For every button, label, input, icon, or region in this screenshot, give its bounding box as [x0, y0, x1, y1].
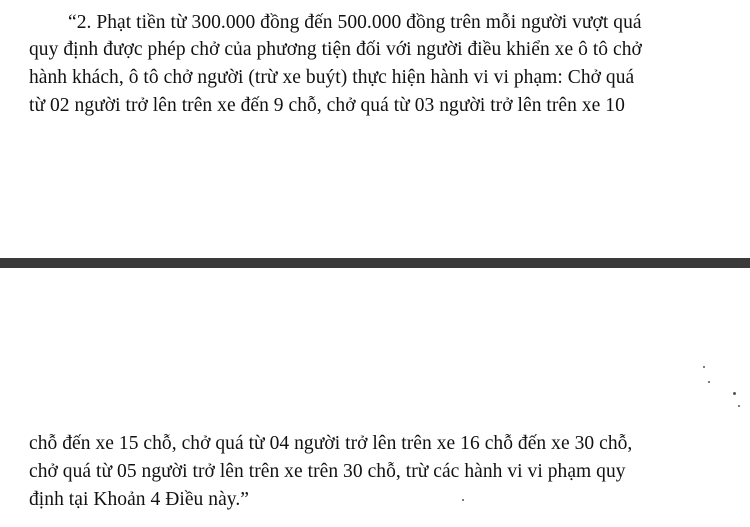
- document-page-bottom: [0, 268, 750, 527]
- scan-speck: [703, 366, 705, 368]
- paragraph-line-4: từ 02 người trở lên trên xe đến 9 chỗ, chở quá từ 03 người trở lên trên xe 10: [29, 95, 625, 116]
- scan-speck: [708, 381, 710, 383]
- page-divider: [0, 258, 750, 268]
- paragraph-line-2: quy định được phép chở của phương tiện đối với người điều khiển xe ô tô chở: [29, 39, 642, 60]
- paragraph-line-3: hành khách, ô tô chở người (trừ xe buýt) thực hiện hành vi vi phạm: Chở quá: [29, 67, 635, 88]
- paragraph-line-1: “2. Phạt tiền từ 300.000 đồng đến 500.000 đồng trên mỗi người vượt quá: [68, 12, 642, 33]
- document-page-top: [0, 0, 750, 258]
- paragraph-line-5: chỗ đến xe 15 chỗ, chở quá từ 04 người trở lên trên xe 16 chỗ đến xe 30 chỗ,: [29, 433, 633, 454]
- scan-speck: [738, 405, 740, 407]
- scan-speck: [462, 499, 464, 501]
- paragraph-line-7: định tại Khoản 4 Điều này.”: [29, 489, 249, 510]
- paragraph-line-6: chở quá từ 05 người trở lên trên xe trên 30 chỗ, trừ các hành vi vi phạm quy: [29, 461, 626, 482]
- scan-speck: [733, 392, 736, 395]
